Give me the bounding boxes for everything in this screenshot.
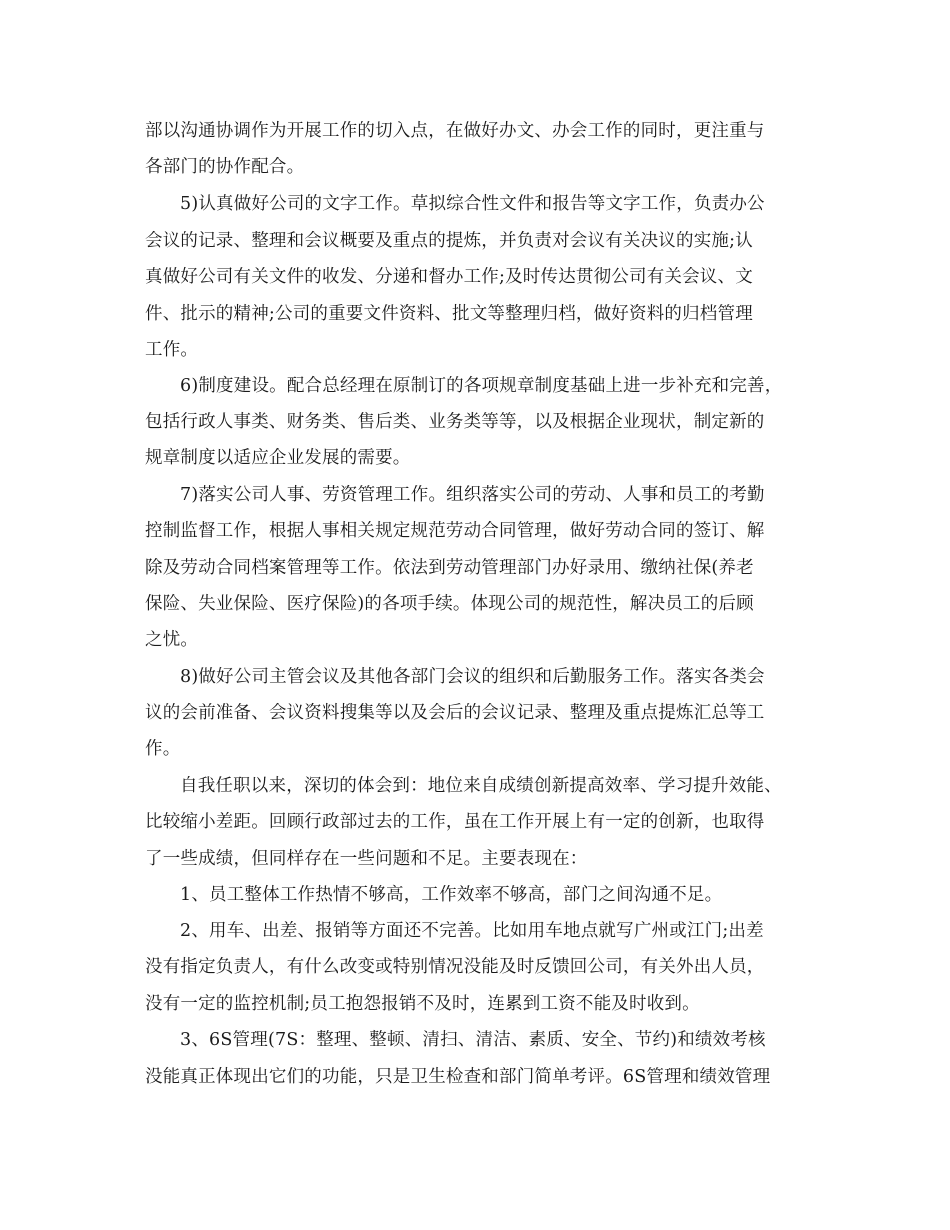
text-line: 控制监督工作，根据人事相关规定规范劳动合同管理，做好劳动合同的签订、解 [145,521,765,541]
text-line: 规章制度以适应企业发展的需要。 [145,448,411,468]
text-line: 之忧。 [145,630,199,650]
text-line: 没有指定负责人，有什么改变或特别情况没能及时反馈回公司，有关外出人员， [145,957,765,977]
text-line: 各部门的协作配合。 [145,157,305,177]
text-line: 保险、失业保险、医疗保险)的各项手续。体现公司的规范性，解决员工的后顾 [145,594,754,614]
text-line: 7)落实公司人事、劳资管理工作。组织落实公司的劳动、人事和员工的考勤 [180,485,765,505]
text-line: 8)做好公司主管会议及其他各部门会议的组织和后勤服务工作。落实各类会 [180,667,765,687]
text-line: 部以沟通协调作为开展工作的切入点，在做好办文、办会工作的同时，更注重与 [145,121,765,141]
text-line: 没能真正体现出它们的功能，只是卫生检查和部门简单考评。6S管理和绩效管理 [145,1067,771,1087]
text-line: 自我任职以来，深切的体会到：地位来自成绩创新提高效率、学习提升效能、 [180,776,782,796]
text-line: 5)认真做好公司的文字工作。草拟综合性文件和报告等文字工作，负责办公 [180,194,765,214]
text-line: 没有一定的监控机制;员工抱怨报销不及时，连累到工资不能及时收到。 [145,994,700,1014]
text-line: 真做好公司有关文件的收发、分递和督办工作;及时传达贯彻公司有关会议、文 [145,267,753,287]
text-line: 3、6S管理(7S：整理、整顿、清扫、清洁、素质、安全、节约)和绩效考核 [180,1030,766,1050]
text-line: 会议的记录、整理和会议概要及重点的提炼，并负责对会议有关决议的实施;认 [145,231,753,251]
text-line: 作。 [145,739,181,759]
text-line: 包括行政人事类、财务类、售后类、业务类等等，以及根据企业现状，制定新的 [145,412,765,432]
text-line: 比较缩小差距。回顾行政部过去的工作，虽在工作开展上有一定的创新，也取得 [145,812,765,832]
text-line: 除及劳动合同档案管理等工作。依法到劳动管理部门办好录用、缴纳社保(养老 [145,558,754,578]
text-line: 了一些成绩，但同样存在一些问题和不足。主要表现在： [145,849,588,869]
text-line: 2、用车、出差、报销等方面还不完善。比如用车地点就写广州或江门;出差 [180,921,764,941]
text-line: 6)制度建设。配合总经理在原制订的各项规章制度基础上进一步补充和完善， [180,376,783,396]
text-line: 工作。 [145,340,199,360]
text-line: 件、批示的精神;公司的重要文件资料、批文等整理归档，做好资料的归档管理 [145,304,753,324]
text-line: 1、员工整体工作热情不够高，工作效率不够高，部门之间沟通不足。 [180,885,723,905]
text-line: 议的会前准备、会议资料搜集等以及会后的会议记录、整理及重点提炼汇总等工 [145,703,765,723]
